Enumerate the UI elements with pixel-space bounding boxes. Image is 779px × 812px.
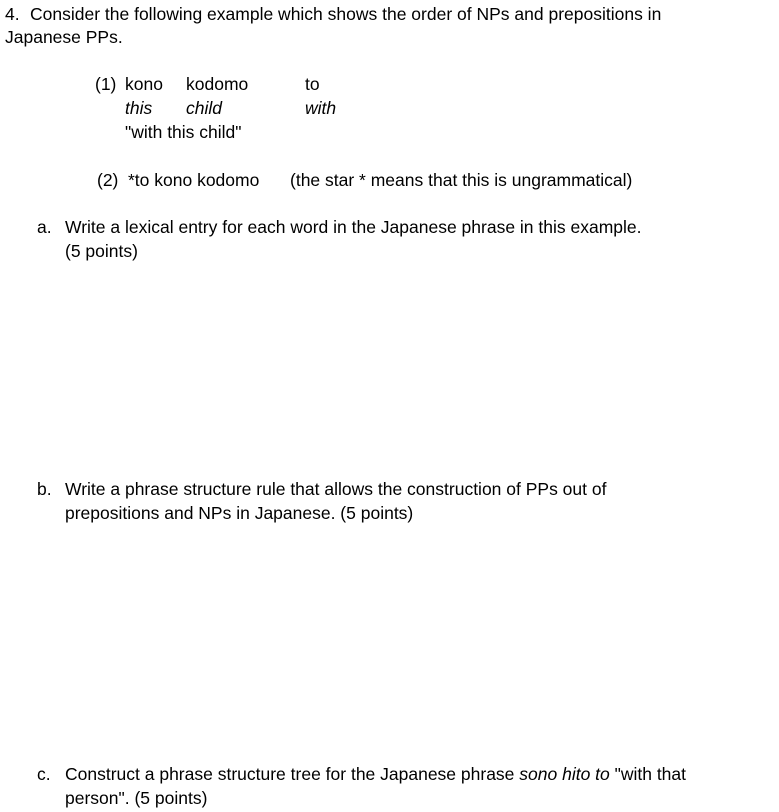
part-c-line1-pre: Construct a phrase structure tree for the Japanese phrase xyxy=(65,764,520,784)
part-a-line2: (5 points) xyxy=(65,241,138,261)
example1-word-to: to xyxy=(305,74,320,94)
example1-gloss-this: this xyxy=(125,98,153,118)
part-c-line1-post: "with that xyxy=(609,764,687,784)
question-number: 4. xyxy=(5,4,20,24)
example1-label: (1) xyxy=(95,74,117,94)
example1-translation: "with this child" xyxy=(125,122,242,142)
part-c-letter: c. xyxy=(37,764,51,784)
example2-text: *to kono kodomo xyxy=(128,170,260,190)
part-b-line1: Write a phrase structure rule that allows the construction of PPs out of xyxy=(65,479,607,499)
example1-gloss-child: child xyxy=(186,98,222,118)
example2-note: (the star * means that this is ungrammatical) xyxy=(290,170,633,190)
question-intro-line2: Japanese PPs. xyxy=(5,27,123,47)
part-b-line2: prepositions and NPs in Japanese. (5 points) xyxy=(65,503,414,523)
part-a-letter: a. xyxy=(37,217,52,237)
part-c-line1 xyxy=(65,763,686,786)
part-b-letter: b. xyxy=(37,479,52,499)
example2-label: (2) xyxy=(97,170,119,190)
part-a-line1: Write a lexical entry for each word in the Japanese phrase in this example. xyxy=(65,217,642,237)
question-intro-line1: Consider the following example which shows the order of NPs and prepositions in xyxy=(30,4,662,24)
example1-word-kono: kono xyxy=(125,74,163,94)
example1-gloss-with: with xyxy=(305,98,337,118)
example1-word-kodomo: kodomo xyxy=(186,74,249,94)
part-c-phrase: sono hito to xyxy=(519,764,610,784)
part-c-line2: person". (5 points) xyxy=(65,788,208,808)
